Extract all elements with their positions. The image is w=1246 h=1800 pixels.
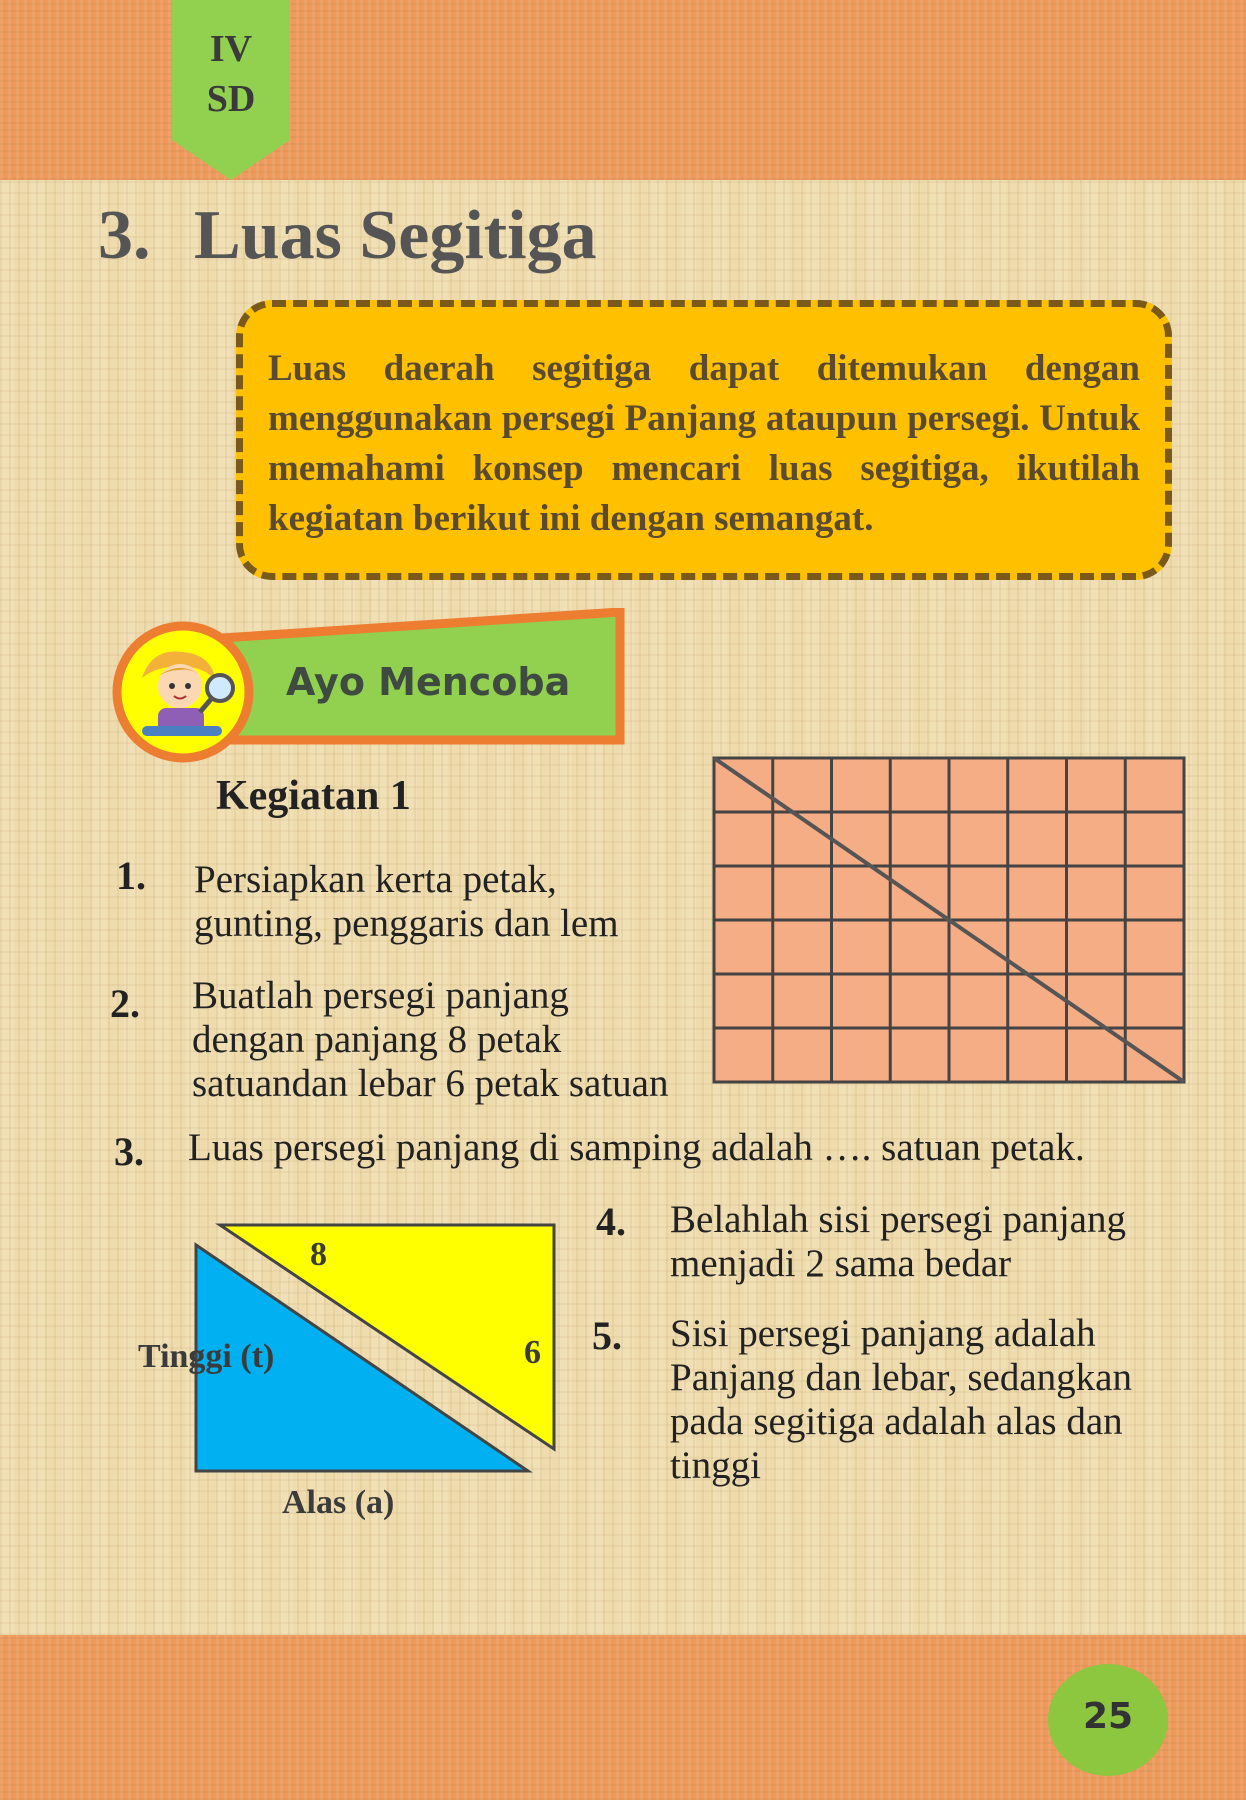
grade-line-1: IV [209, 28, 253, 70]
step-2-number: 2. [110, 981, 140, 1026]
step-4-line-1: Belahlah sisi persegi panjang [670, 1198, 1126, 1241]
intro-text: Luas daerah segitiga dapat ditemukan dengan menggunakan persegi Panjang ataupun persegi. Untuk memahami konsep mencari luas segitiga, ikutilah kegiatan berikut ini dengan semangat. [268, 348, 1140, 539]
step-3-text [188, 1126, 1085, 1170]
step-5-line-2: Panjang dan lebar, sedangkan [670, 1356, 1132, 1399]
top-side-label: 8 [310, 1236, 327, 1273]
step-2-line-2: dengan panjang 8 petak [192, 1018, 562, 1061]
height-label: Tinggi (t) [138, 1338, 275, 1375]
step-3-line-1: Luas persegi panjang di samping adalah …. satuan petak. [188, 1126, 1085, 1169]
activity-title: Kegiatan 1 [216, 773, 411, 819]
grid-svg [712, 756, 1186, 1084]
step-4-line-2: menjadi 2 sama bedar [670, 1242, 1012, 1285]
section-title: Luas Segitiga [194, 197, 597, 274]
step-1-line-1: Persiapkan kerta petak, [194, 858, 557, 901]
step-4-number: 4. [596, 1199, 626, 1244]
step-5-text [670, 1312, 1132, 1488]
step-4-text [670, 1198, 1126, 1286]
step-2-text [192, 974, 668, 1106]
page-number: 25 [1082, 1696, 1134, 1737]
step-2-line-3: satuandan lebar 6 petak satuan [192, 1062, 669, 1105]
section-number: 3. [98, 197, 151, 274]
step-1-number: 1. [116, 853, 146, 898]
step-3-number: 3. [114, 1129, 144, 1174]
grade-label [172, 24, 290, 124]
grade-line-2: SD [206, 78, 256, 120]
grade-tab [172, 0, 290, 180]
step-5-line-1: Sisi persegi panjang adalah [670, 1312, 1096, 1355]
step-5-line-4: tinggi [670, 1444, 762, 1487]
grid-rectangle-figure [712, 756, 1186, 1089]
banner-label: Ayo Mencoba [286, 660, 571, 704]
step-1-line-2: gunting, penggaris dan lem [194, 902, 619, 945]
step-1-text [194, 858, 619, 946]
step-5-number: 5. [592, 1313, 622, 1358]
right-side-label: 6 [524, 1334, 541, 1371]
step-5-line-3: pada segitiga adalah alas dan [670, 1400, 1123, 1443]
page-title [98, 196, 597, 276]
base-label: Alas (a) [282, 1484, 395, 1521]
step-2-line-1: Buatlah persegi panjang [192, 974, 569, 1017]
